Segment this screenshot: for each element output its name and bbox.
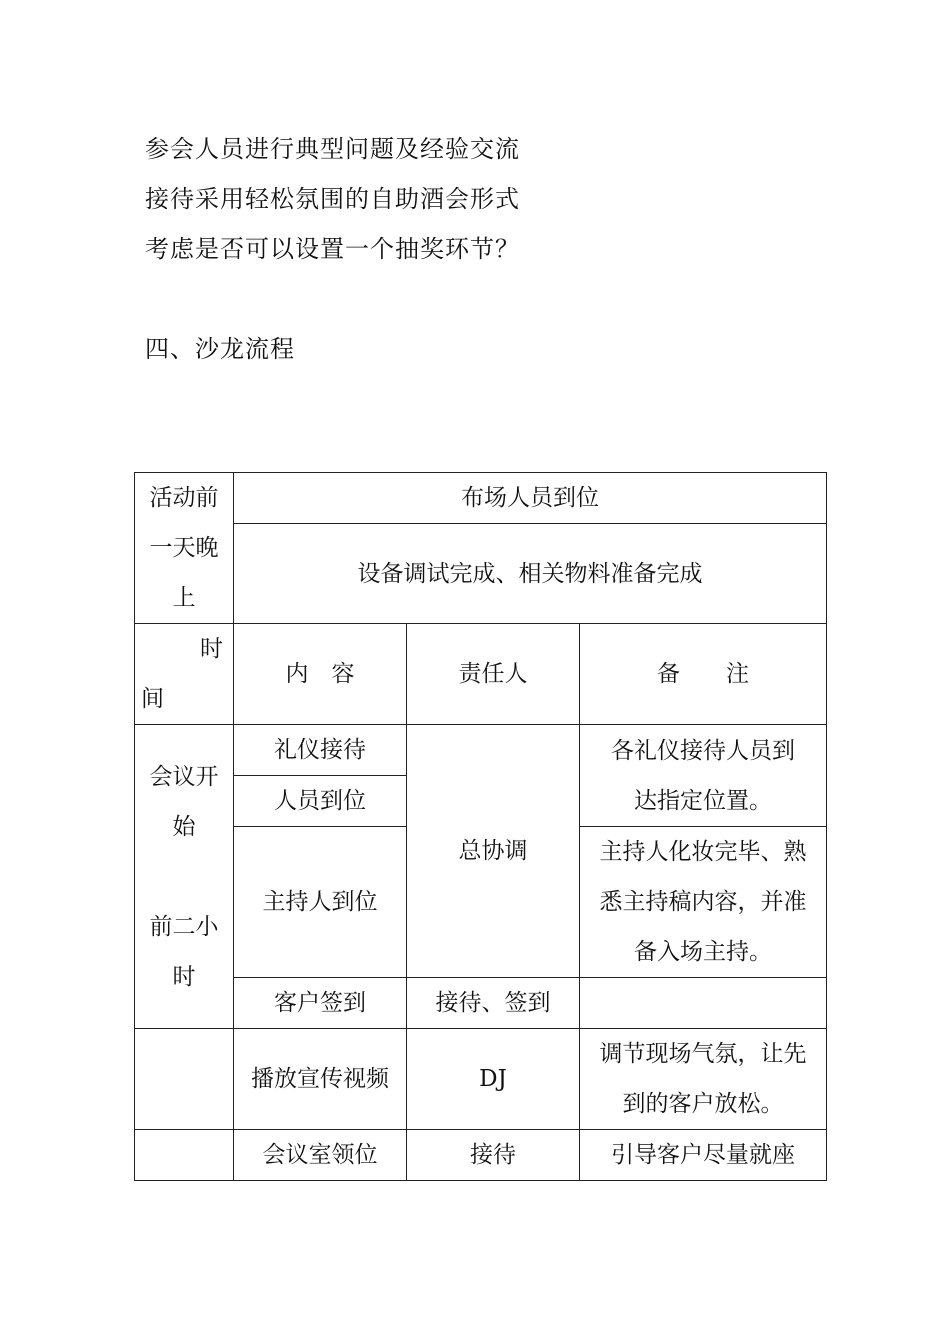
note-line: 主持人化妆完毕、熟: [599, 839, 807, 865]
before-label-line: [141, 852, 227, 902]
eve-label-line: 上: [172, 585, 196, 611]
intro-line-3: 考虑是否可以设置一个抽奖环节？: [145, 235, 520, 263]
content-cell: 礼仪接待: [234, 725, 407, 776]
note-line: 各礼仪接待人员到: [611, 737, 795, 764]
note-cell: [580, 827, 827, 978]
time-cell: [135, 1130, 234, 1181]
intro-line-2: 接待采用轻松氛围的自助酒会形式: [145, 185, 520, 213]
before-label-line: 始: [172, 813, 196, 840]
table-row: [135, 725, 827, 776]
intro-line-1: 参会人员进行典型问题及经验交流: [145, 135, 520, 163]
content-cell: 客户签到: [234, 978, 407, 1029]
header-time-line: 间: [141, 686, 164, 712]
header-time-line: 时: [200, 636, 223, 662]
owner-cell: DJ: [407, 1029, 580, 1130]
content-cell: 播放宣传视频: [234, 1029, 407, 1130]
owner-cell: 总协调: [407, 725, 580, 978]
table-row: [135, 1029, 827, 1130]
before-meeting-label-cell: [135, 725, 234, 1029]
header-owner-cell: 责任人: [407, 624, 580, 725]
before-label-line: 前二小: [149, 913, 219, 940]
eve-label-cell: [135, 473, 234, 624]
content-cell: 主持人到位: [234, 827, 407, 978]
table-header-row: [135, 624, 827, 725]
table-row: [135, 473, 827, 524]
before-label-line: 时: [172, 963, 196, 990]
eve-label-line: 活动前: [149, 485, 219, 511]
note-line: 备入场主持。: [634, 939, 772, 965]
owner-cell: 接待、签到: [407, 978, 580, 1029]
note-line: 悉主持稿内容，并准: [599, 889, 807, 915]
salon-flow-table: [134, 472, 827, 1181]
header-note-cell: 备 注: [580, 624, 827, 725]
content-cell: 人员到位: [234, 776, 407, 827]
note-line: 达指定位置。: [634, 787, 772, 814]
table-row: [135, 978, 827, 1029]
eve-label-line: 一天晚: [149, 535, 219, 561]
header-content-cell: 内 容: [234, 624, 407, 725]
eve-row1-cell: 布场人员到位: [234, 473, 827, 524]
time-cell: [135, 1029, 234, 1130]
note-cell: 引导客户尽量就座: [580, 1130, 827, 1181]
header-time-cell: [135, 624, 234, 725]
before-label-line: 会议开: [149, 763, 219, 790]
note-line: 到的客户放松。: [622, 1091, 784, 1117]
note-cell: [580, 1029, 827, 1130]
content-cell: 会议室领位: [234, 1130, 407, 1181]
owner-cell: 接待: [407, 1130, 580, 1181]
eve-row2-cell: 设备调试完成、相关物料准备完成: [234, 524, 827, 624]
table-row: [135, 524, 827, 575]
note-line: 调节现场气氛，让先: [599, 1041, 807, 1067]
note-cell: [580, 725, 827, 827]
table-row: [135, 1130, 827, 1181]
note-cell: [580, 978, 827, 1029]
section-heading: 四、沙龙流程: [145, 335, 295, 363]
